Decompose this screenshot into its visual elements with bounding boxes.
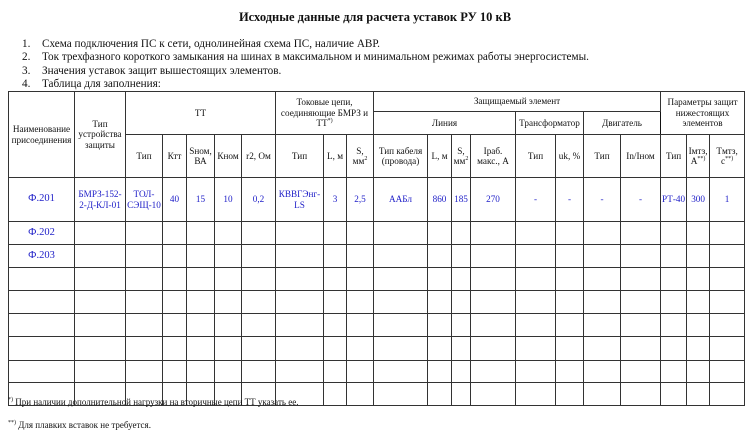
cell-tr-type[interactable] (516, 337, 556, 361)
cell-cc-type[interactable] (276, 314, 324, 337)
footnote-mark: *) (327, 118, 333, 125)
cell-line-s[interactable] (452, 314, 471, 337)
cell-name[interactable] (9, 291, 75, 314)
cell-tt-knom[interactable] (215, 222, 242, 245)
cell-cc-s[interactable] (347, 268, 374, 291)
cell-cc-l[interactable] (324, 222, 347, 245)
cell-tr-uk[interactable] (556, 361, 584, 383)
cell-up-t[interactable]: 1 (710, 178, 745, 222)
cell-up-i[interactable]: 300 (687, 178, 710, 222)
cell-cc-l[interactable] (324, 383, 347, 406)
cell-line-i[interactable] (471, 314, 516, 337)
requirements-list (22, 38, 589, 92)
cell-tt-ktt[interactable]: 40 (163, 178, 187, 222)
cell-m-ratio[interactable] (621, 314, 661, 337)
cell-tr-type[interactable] (516, 291, 556, 314)
cell-up-type[interactable] (661, 361, 687, 383)
header-text: S, мм (453, 145, 466, 166)
cell-up-type[interactable] (661, 291, 687, 314)
header-tt-r2: r2, Ом (242, 135, 276, 178)
cell-name[interactable]: Ф.201 (9, 178, 75, 222)
cell-cc-type[interactable] (276, 268, 324, 291)
cell-tt-knom[interactable] (215, 245, 242, 268)
cell-up-i[interactable] (687, 361, 710, 383)
cell-tt-ktt[interactable] (163, 337, 187, 361)
cell-name[interactable]: Ф.202 (9, 222, 75, 245)
header-motor-type: Тип (584, 135, 621, 178)
list-number: 3. (22, 64, 31, 77)
table-row (9, 314, 745, 337)
header-tt-ktt: Ктт (163, 135, 187, 178)
cell-tt-snom[interactable] (187, 268, 215, 291)
cell-m-type[interactable] (584, 268, 621, 291)
cell-line-s[interactable] (452, 291, 471, 314)
cell-up-t[interactable] (710, 314, 745, 337)
header-text: Iмтз, А (688, 145, 708, 166)
cell-line-s[interactable] (452, 222, 471, 245)
cell-tt-snom[interactable]: 15 (187, 178, 215, 222)
cell-line-s[interactable] (452, 245, 471, 268)
footnote-mark: **) (725, 155, 734, 162)
cell-tt-type[interactable] (126, 222, 163, 245)
cell-cc-type[interactable] (276, 337, 324, 361)
footnote-2 (8, 420, 151, 430)
cell-name[interactable] (9, 314, 75, 337)
cell-tr-type[interactable] (516, 383, 556, 406)
header-line-type: Тип кабеля (провода) (374, 135, 428, 178)
footnote-mark: *) (8, 397, 13, 403)
cell-line-i[interactable]: 270 (471, 178, 516, 222)
cell-line-l[interactable] (428, 268, 452, 291)
cell-cc-l[interactable] (324, 314, 347, 337)
list-item (22, 38, 589, 51)
cell-line-l[interactable] (428, 361, 452, 383)
header-transformer: Трансформатор (516, 112, 584, 135)
header-line: Линия (374, 112, 516, 135)
header-tt: ТТ (126, 92, 276, 135)
cell-cc-type[interactable] (276, 361, 324, 383)
cell-tt-type[interactable] (126, 337, 163, 361)
cell-up-type[interactable]: РТ-40 (661, 178, 687, 222)
header-up-type: Тип (661, 135, 687, 178)
cell-cc-l[interactable] (324, 268, 347, 291)
cell-tr-uk[interactable] (556, 291, 584, 314)
list-item (22, 78, 589, 91)
cell-up-i[interactable] (687, 245, 710, 268)
cell-tr-type[interactable] (516, 222, 556, 245)
cell-cc-s[interactable] (347, 361, 374, 383)
cell-tr-uk[interactable] (556, 337, 584, 361)
cell-line-s[interactable] (452, 383, 471, 406)
cell-tr-uk[interactable] (556, 222, 584, 245)
cell-m-ratio[interactable] (621, 245, 661, 268)
list-number: 4. (22, 78, 31, 91)
header-upstream: Параметры защит нижестоящих элементов (661, 92, 745, 135)
superscript: 2 (364, 155, 368, 162)
cell-cc-s[interactable] (347, 245, 374, 268)
cell-up-i[interactable] (687, 222, 710, 245)
cell-line-i[interactable] (471, 268, 516, 291)
header-cc-l: L, м (324, 135, 347, 178)
cell-up-i[interactable] (687, 337, 710, 361)
header-text: Токовые цепи, соединяющие БМРЗ и ТТ (280, 97, 369, 129)
cell-cc-type[interactable] (276, 245, 324, 268)
cell-m-ratio[interactable] (621, 291, 661, 314)
cell-line-i[interactable] (471, 222, 516, 245)
cell-line-type[interactable] (374, 245, 428, 268)
header-cc-type: Тип (276, 135, 324, 178)
cell-m-ratio[interactable] (621, 222, 661, 245)
cell-line-s[interactable] (452, 268, 471, 291)
cell-m-type[interactable] (584, 383, 621, 406)
cell-up-type[interactable] (661, 245, 687, 268)
cell-tt-r2[interactable] (242, 337, 276, 361)
footnote-mark: **) (697, 155, 706, 162)
cell-cc-s[interactable] (347, 383, 374, 406)
cell-m-type[interactable] (584, 222, 621, 245)
cell-cc-l[interactable] (324, 245, 347, 268)
cell-line-type[interactable] (374, 314, 428, 337)
cell-cc-type[interactable]: КВВГЭнг-LS (276, 178, 324, 222)
cell-tt-r2[interactable] (242, 361, 276, 383)
cell-tr-type[interactable] (516, 314, 556, 337)
cell-tr-uk[interactable] (556, 268, 584, 291)
cell-device[interactable] (75, 314, 126, 337)
superscript: 2 (465, 155, 469, 162)
cell-tr-uk[interactable] (556, 245, 584, 268)
cell-line-type[interactable] (374, 383, 428, 406)
cell-name[interactable] (9, 361, 75, 383)
cell-device[interactable] (75, 337, 126, 361)
cell-m-type[interactable] (584, 314, 621, 337)
cell-tt-r2[interactable]: 0,2 (242, 178, 276, 222)
cell-tt-type[interactable] (126, 245, 163, 268)
list-text: Схема подключения ПС к сети, однолинейная схема ПС, наличие АВР. (42, 38, 380, 50)
cell-m-ratio[interactable]: - (621, 178, 661, 222)
header-up-t (710, 135, 745, 178)
cell-up-t[interactable] (710, 268, 745, 291)
list-item (22, 65, 589, 78)
cell-device[interactable] (75, 361, 126, 383)
cell-cc-type[interactable] (276, 291, 324, 314)
cell-tr-uk[interactable]: - (556, 178, 584, 222)
table-row (9, 222, 745, 245)
cell-m-type[interactable] (584, 245, 621, 268)
cell-tt-r2[interactable] (242, 268, 276, 291)
cell-line-l[interactable] (428, 314, 452, 337)
cell-line-type[interactable] (374, 337, 428, 361)
document-title: Исходные данные для расчета уставок РУ 10 кВ (238, 10, 512, 24)
cell-cc-s[interactable] (347, 314, 374, 337)
cell-tt-knom[interactable] (215, 361, 242, 383)
cell-line-l[interactable] (428, 383, 452, 406)
cell-up-t[interactable] (710, 222, 745, 245)
cell-tt-ktt[interactable] (163, 268, 187, 291)
table-row (9, 361, 745, 383)
cell-line-i[interactable] (471, 361, 516, 383)
cell-tr-type[interactable] (516, 361, 556, 383)
cell-tr-type[interactable] (516, 268, 556, 291)
header-tr-uk: uk, % (556, 135, 584, 178)
cell-line-s[interactable] (452, 337, 471, 361)
header-line-l: L, м (428, 135, 452, 178)
cell-cc-s[interactable] (347, 222, 374, 245)
cell-line-type[interactable] (374, 222, 428, 245)
header-tt-snom: Sном, ВА (187, 135, 215, 178)
footnote-text: При наличии дополнительной нагрузки на вторичные цепи ТТ указать ее. (15, 397, 299, 407)
list-text: Ток трехфазного короткого замыкания на шинах в максимальном и минимальном режимах работы энергосистемы. (42, 51, 589, 64)
cell-device[interactable] (75, 268, 126, 291)
cell-name[interactable] (9, 268, 75, 291)
cell-line-s[interactable] (452, 361, 471, 383)
cell-up-type[interactable] (661, 383, 687, 406)
list-number: 2. (22, 51, 31, 64)
cell-tt-knom[interactable] (215, 291, 242, 314)
footnote-text: Для плавких вставок не требуется. (18, 420, 151, 430)
cell-tt-ktt[interactable] (163, 291, 187, 314)
header-current-circuits (276, 92, 374, 135)
cell-tt-ktt[interactable] (163, 245, 187, 268)
cell-cc-l[interactable]: 3 (324, 178, 347, 222)
header-device: Тип устройства защиты (75, 92, 126, 178)
header-cc-s (347, 135, 374, 178)
cell-line-type[interactable] (374, 361, 428, 383)
cell-tt-ktt[interactable] (163, 314, 187, 337)
cell-up-i[interactable] (687, 268, 710, 291)
cell-line-l[interactable]: 860 (428, 178, 452, 222)
cell-m-ratio[interactable] (621, 337, 661, 361)
list-number: 1. (22, 38, 31, 50)
cell-cc-l[interactable] (324, 337, 347, 361)
cell-up-t[interactable] (710, 291, 745, 314)
cell-line-s[interactable]: 185 (452, 178, 471, 222)
header-tt-type: Тип (126, 135, 163, 178)
header-up-i (687, 135, 710, 178)
header-name: Наименование присоединения (9, 92, 75, 178)
cell-line-i[interactable] (471, 337, 516, 361)
cell-tt-snom[interactable] (187, 245, 215, 268)
cell-cc-l[interactable] (324, 291, 347, 314)
cell-m-type[interactable]: - (584, 178, 621, 222)
cell-tr-uk[interactable] (556, 383, 584, 406)
cell-line-i[interactable] (471, 291, 516, 314)
cell-cc-l[interactable] (324, 361, 347, 383)
cell-tt-snom[interactable] (187, 361, 215, 383)
header-line-i: Iраб. макс., А (471, 135, 516, 178)
cell-up-i[interactable] (687, 383, 710, 406)
cell-line-type[interactable] (374, 268, 428, 291)
cell-m-ratio[interactable] (621, 268, 661, 291)
table-row (9, 245, 745, 268)
settings-table (8, 91, 745, 406)
cell-tt-type[interactable] (126, 361, 163, 383)
cell-device[interactable] (75, 245, 126, 268)
cell-up-type[interactable] (661, 268, 687, 291)
cell-tt-snom[interactable] (187, 222, 215, 245)
cell-tr-type[interactable]: - (516, 178, 556, 222)
cell-tr-uk[interactable] (556, 314, 584, 337)
cell-tt-knom[interactable] (215, 314, 242, 337)
cell-tt-type[interactable] (126, 268, 163, 291)
header-text: S, мм (352, 145, 365, 166)
cell-line-type[interactable]: ААБл (374, 178, 428, 222)
cell-tt-snom[interactable] (187, 291, 215, 314)
cell-name[interactable]: Ф.203 (9, 245, 75, 268)
cell-tt-r2[interactable] (242, 291, 276, 314)
cell-tt-r2[interactable] (242, 314, 276, 337)
cell-line-i[interactable] (471, 383, 516, 406)
header-protected-element: Защищаемый элемент (374, 92, 661, 112)
cell-tt-type[interactable] (126, 291, 163, 314)
cell-cc-s[interactable]: 2,5 (347, 178, 374, 222)
header-motor-ratio: In/Iном (621, 135, 661, 178)
cell-tt-snom[interactable] (187, 337, 215, 361)
cell-up-type[interactable] (661, 337, 687, 361)
cell-tt-type[interactable]: ТОЛ-СЭЩ-10 (126, 178, 163, 222)
cell-tr-type[interactable] (516, 245, 556, 268)
cell-up-t[interactable] (710, 337, 745, 361)
cell-line-i[interactable] (471, 245, 516, 268)
cell-tt-r2[interactable] (242, 222, 276, 245)
cell-m-ratio[interactable] (621, 383, 661, 406)
list-text: Таблица для заполнения: (42, 78, 161, 91)
cell-tt-r2[interactable] (242, 245, 276, 268)
cell-tt-type[interactable] (126, 314, 163, 337)
table-row (9, 291, 745, 314)
list-text: Значения уставок защит вышестоящих элементов. (42, 64, 282, 77)
cell-m-type[interactable] (584, 337, 621, 361)
cell-m-type[interactable] (584, 291, 621, 314)
cell-line-l[interactable] (428, 245, 452, 268)
cell-up-t[interactable] (710, 245, 745, 268)
cell-device[interactable] (75, 222, 126, 245)
cell-up-type[interactable] (661, 222, 687, 245)
cell-tt-ktt[interactable] (163, 361, 187, 383)
header-text: Tмтз, с (716, 145, 738, 166)
cell-up-t[interactable] (710, 361, 745, 383)
cell-tt-ktt[interactable] (163, 222, 187, 245)
cell-tt-knom[interactable] (215, 268, 242, 291)
cell-device[interactable]: БМРЗ-152-2-Д-КЛ-01 (75, 178, 126, 222)
cell-tt-snom[interactable] (187, 314, 215, 337)
cell-line-l[interactable] (428, 222, 452, 245)
cell-cc-type[interactable] (276, 222, 324, 245)
header-motor: Двигатель (584, 112, 661, 135)
cell-up-t[interactable] (710, 383, 745, 406)
cell-m-ratio[interactable] (621, 361, 661, 383)
cell-up-type[interactable] (661, 314, 687, 337)
table-row (9, 178, 745, 222)
cell-tt-knom[interactable] (215, 337, 242, 361)
cell-up-i[interactable] (687, 314, 710, 337)
header-tr-type: Тип (516, 135, 556, 178)
cell-up-i[interactable] (687, 291, 710, 314)
cell-line-l[interactable] (428, 337, 452, 361)
cell-line-type[interactable] (374, 291, 428, 314)
cell-cc-s[interactable] (347, 337, 374, 361)
footnote-mark: **) (8, 420, 16, 426)
cell-m-type[interactable] (584, 361, 621, 383)
cell-device[interactable] (75, 291, 126, 314)
footnote-1 (8, 397, 298, 407)
cell-tt-knom[interactable]: 10 (215, 178, 242, 222)
header-line-s (452, 135, 471, 178)
cell-name[interactable] (9, 337, 75, 361)
list-item (22, 51, 589, 64)
cell-cc-s[interactable] (347, 291, 374, 314)
table-row (9, 337, 745, 361)
header-tt-knom: Кном (215, 135, 242, 178)
cell-line-l[interactable] (428, 291, 452, 314)
table-row (9, 268, 745, 291)
